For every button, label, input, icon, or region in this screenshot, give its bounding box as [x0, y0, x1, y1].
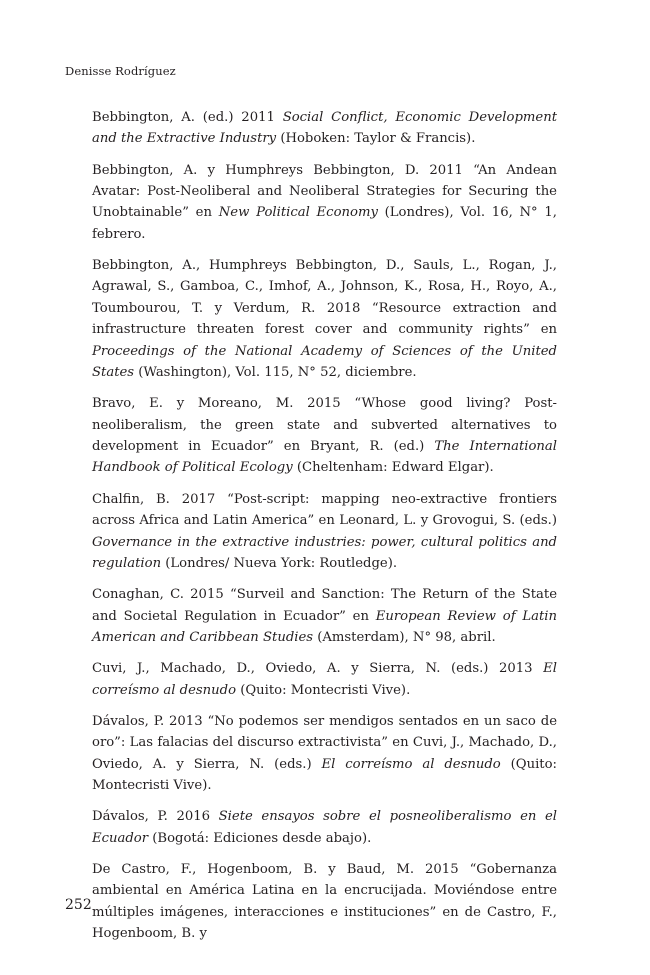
reference-text: Bebbington, A., Humphreys Bebbington, D., Sauls, L., Rogan, J., Agrawal, S., Gamboa, C., Imhof, A., Johnson, K., Rosa, H., Royo, A., Toumbourou, T. y Verdum, R. 2018 “Resource extraction and infrastructure threaten forest cover and community rights” en: [92, 258, 557, 338]
reference-text: (Cheltenham: Edward Elgar).: [292, 460, 494, 476]
reference-text: Dávalos, P. 2016: [92, 809, 219, 825]
reference-title: Proceedings of the National Academy of Sciences of the United States: [92, 343, 557, 381]
reference-text: Dávalos, P. 2013 “No podemos ser mendigos sentados en un saco de oro”: Las falacias del discurso extractivista” en Cuvi, J., Machado, D., Oviedo, A. y Sierra, N. (eds.): [92, 713, 557, 772]
reference-entry: [92, 107, 557, 150]
reference-entry: [92, 806, 557, 849]
reference-title: El correísmo al desnudo: [321, 756, 501, 772]
reference-text: (Amsterdam), N° 98, abril.: [313, 629, 496, 645]
reference-text: (Washington), Vol. 115, N° 52, diciembre.: [134, 365, 417, 381]
reference-title: El correísmo al desnudo: [92, 661, 557, 698]
reference-entry: [92, 859, 557, 945]
reference-title: The International Handbook of Political Ecology: [92, 439, 557, 476]
reference-text: Bravo, E. y Moreano, M. 2015 “Whose good living? Post-neoliberalism, the green state and subverted alternatives to development in Ecuador” en Bryant, R. (ed.): [92, 396, 557, 455]
reference-entry: [92, 584, 557, 648]
reference-entry: [92, 658, 557, 701]
reference-list: [92, 107, 557, 954]
reference-text: (Londres), Vol. 16, N° 1, febrero.: [92, 205, 557, 242]
reference-entry: [92, 711, 557, 797]
reference-text: (Bogotá: Ediciones desde abajo).: [148, 830, 372, 846]
reference-title: Governance in the extractive industries: power, cultural politics and regulation: [92, 534, 557, 571]
reference-text: Bebbington, A. (ed.) 2011: [92, 110, 283, 125]
reference-text: (Quito: Montecristi Vive).: [92, 756, 557, 793]
reference-entry: [92, 393, 557, 479]
reference-text: Bebbington, A. y Humphreys Bebbington, D. 2011 “An Andean Avatar: Post-Neoliberal and Neoliberal Strategies for Securing the Unobtainable” en: [92, 162, 557, 221]
reference-title: Social Conflict, Economic Development and the Extractive Industry: [92, 110, 557, 147]
reference-text: (Londres/ Nueva York: Routledge).: [161, 555, 398, 571]
page-number: 252: [65, 897, 92, 913]
reference-text: Chalfin, B. 2017 “Post-script: mapping neo-extractive frontiers across Africa and Latin America” en Leonard, L. y Grovogui, S. (eds.): [92, 491, 557, 529]
reference-text: Conaghan, C. 2015 “Surveil and Sanction: The Return of the State and Societal Regulation in Ecuador” en: [92, 587, 557, 624]
reference-text: De Castro, F., Hogenboom, B. y Baud, M. 2015 “Gobernanza ambiental en América Latina en la encrucijada. Moviéndose entre múltiples imágenes, interacciones e instituciones” en de Castro, F., Hogenboom, B. y: [92, 861, 557, 941]
reference-text: Cuvi, J., Machado, D., Oviedo, A. y Sierra, N. (eds.) 2013: [92, 661, 544, 677]
running-head-author: Denisse Rodríguez: [65, 64, 176, 78]
reference-title: European Review of Latin American and Caribbean Studies: [92, 608, 557, 645]
reference-entry: [92, 160, 557, 246]
reference-text: (Hoboken: Taylor & Francis).: [276, 131, 476, 147]
reference-entry: [92, 255, 557, 383]
reference-entry: [92, 489, 557, 575]
reference-text: (Quito: Montecristi Vive).: [236, 682, 411, 698]
reference-title: New Political Economy: [218, 205, 378, 221]
reference-title: Siete ensayos sobre el posneoliberalismo en el Ecuador: [92, 809, 557, 846]
